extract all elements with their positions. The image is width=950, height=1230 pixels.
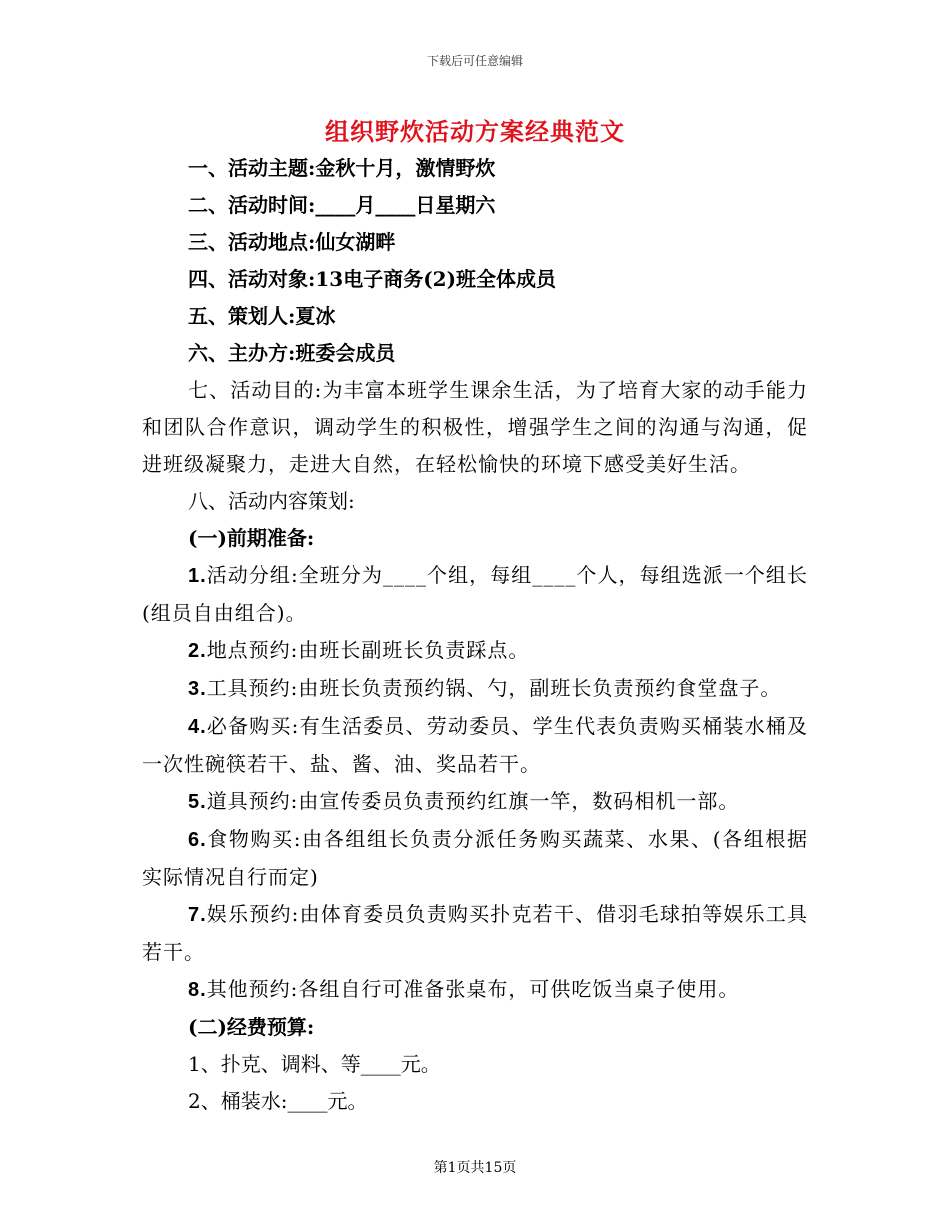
item-time: 二、活动时间:____月____日星期六: [188, 193, 496, 217]
prep-heading: (一)前期准备:: [188, 526, 315, 550]
item-location: 三、活动地点:仙女湖畔: [188, 230, 396, 254]
budget-item-1: 1、扑克、调料、等____元。: [188, 1052, 441, 1076]
prep-item-number: 8.: [188, 979, 207, 1001]
prep-item-number: 3.: [188, 678, 207, 700]
prep-item-text: 其他预约:各组自行可准备张桌布，可供吃饭当桌子使用。: [206, 977, 740, 1001]
item-participants: 四、活动对象:13电子商务(2)班全体成员: [188, 267, 557, 291]
item-planner: 五、策划人:夏冰: [188, 304, 336, 328]
prep-item-1: [142, 557, 808, 632]
prep-item-8: [142, 971, 808, 1009]
prep-item-7: [142, 896, 808, 971]
prep-item-text: 活动分组:全班分为____个组，每组____个人，每组选派一个组长(组员自由组合)。: [142, 563, 808, 625]
budget-heading: (二)经费预算:: [188, 1015, 315, 1039]
prep-item-text: 工具预约:由班长负责预约锅、勺，副班长负责预约食堂盘子。: [206, 676, 782, 700]
prep-item-5: [142, 783, 808, 821]
prep-item-2: [142, 632, 808, 670]
page-footer: 第1页共15页: [433, 1160, 517, 1176]
prep-item-text: 食物购买:由各组组长负责分派任务购买蔬菜、水果、(各组根据实际情况自行而定): [142, 827, 808, 889]
purpose-paragraph: 七、活动目的:为丰富本班学生课余生活，为了培育大家的动手能力和团队合作意识，调动学生的积极性，增强学生之间的沟通与沟通，促进班级凝聚力，走进大自然，在轻松愉快的环境下感受美好生活。: [142, 378, 808, 476]
prep-item-number: 2.: [188, 640, 207, 662]
prep-item-6: [142, 821, 808, 896]
document-body: [142, 150, 808, 1120]
section-8-heading: 八、活动内容策划:: [188, 489, 355, 513]
item-organizer: 六、主办方:班委会成员: [188, 341, 396, 365]
prep-item-number: 6.: [188, 829, 207, 851]
prep-item-number: 1.: [188, 565, 207, 587]
prep-item-text: 娱乐预约:由体育委员负责购买扑克若干、借羽毛球拍等娱乐工具若干。: [142, 902, 808, 964]
budget-item-2: 2、桶装水:____元。: [188, 1089, 368, 1113]
prep-item-3: [142, 670, 808, 708]
prep-item-4: [142, 708, 808, 783]
page-header: 下载后可任意编辑: [426, 54, 523, 68]
document-title: 组织野炊活动方案经典范文: [325, 117, 625, 146]
prep-item-number: 5.: [188, 791, 207, 813]
prep-item-number: 7.: [188, 904, 207, 926]
item-theme: 一、活动主题:金秋十月，激情野炊: [188, 156, 496, 180]
prep-item-text: 必备购买:有生活委员、劳动委员、学生代表负责购买桶装水桶及一次性碗筷若干、盐、酱、油、奖品若干。: [142, 714, 808, 776]
prep-item-text: 地点预约:由班长副班长负责踩点。: [206, 638, 530, 662]
prep-item-text: 道具预约:由宣传委员负责预约红旗一竿，数码相机一部。: [206, 789, 740, 813]
prep-item-number: 4.: [188, 716, 207, 738]
